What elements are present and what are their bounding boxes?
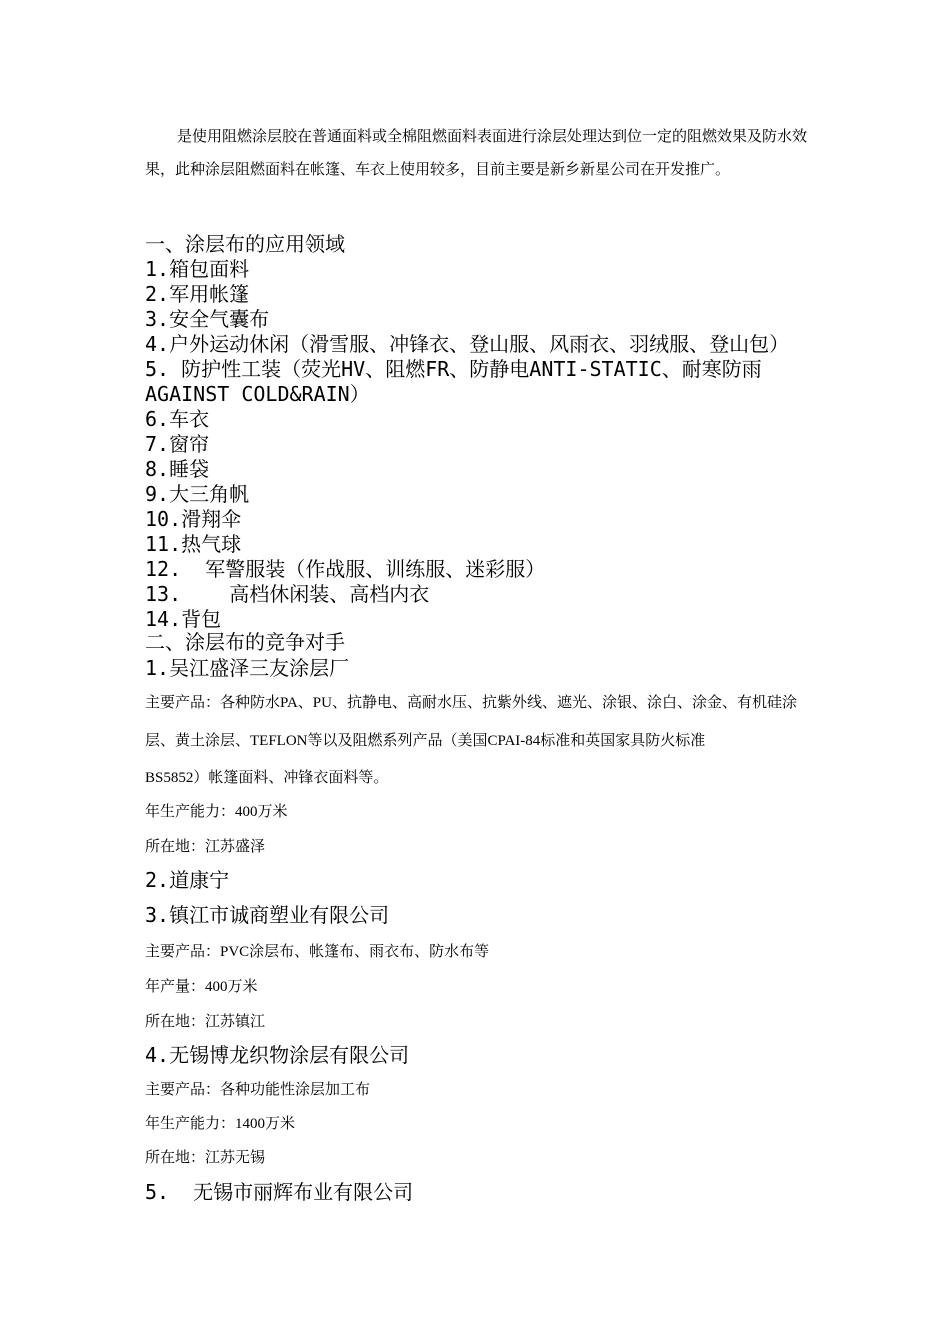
company-title: 2.道康宁 <box>145 868 230 892</box>
section-heading-applications: 一、涂层布的应用领域 <box>145 232 345 256</box>
list-item: 9.大三角帆 <box>145 482 250 506</box>
list-item: 12. 军警服装（作战服、训练服、迷彩服） <box>145 557 546 581</box>
list-item: 7.窗帘 <box>145 432 210 456</box>
company-products: BS5852）帐篷面料、冲锋衣面料等。 <box>145 770 389 786</box>
list-item: 2.军用帐篷 <box>145 282 250 306</box>
company-capacity: 年生产能力：400万米 <box>145 804 288 820</box>
list-item: 13. 高档休闲装、高档内衣 <box>145 582 430 606</box>
list-item: 3.安全气囊布 <box>145 307 270 331</box>
company-products: 层、黄土涂层、TEFLON等以及阻燃系列产品（美国CPAI-84标准和英国家具防火标准 <box>145 733 706 749</box>
company-location: 所在地：江苏镇江 <box>145 1014 266 1030</box>
company-title: 4.无锡博龙织物涂层有限公司 <box>145 1043 410 1067</box>
list-item: 11.热气球 <box>145 532 242 556</box>
list-item: 14.背包 <box>145 607 222 631</box>
list-item: 10.滑翔伞 <box>145 507 242 531</box>
company-products: 主要产品：各种防水PA、PU、抗静电、高耐水压、抗紫外线、遮光、涂银、涂白、涂金、有机硅涂 <box>145 695 797 711</box>
company-products: 主要产品：PVC涂层布、帐篷布、雨衣布、防水布等 <box>145 944 490 960</box>
list-item: 8.睡袋 <box>145 457 210 481</box>
list-item-continuation: AGAINST COLD&RAIN） <box>145 382 370 406</box>
list-item: 6.车衣 <box>145 407 210 431</box>
company-title: 5. 无锡市丽辉布业有限公司 <box>145 1180 414 1204</box>
company-title: 1.吴江盛泽三友涂层厂 <box>145 656 350 680</box>
company-capacity: 年生产能力：1400万米 <box>145 1116 296 1132</box>
list-item: 1.箱包面料 <box>145 257 250 281</box>
company-location: 所在地：江苏盛泽 <box>145 839 266 855</box>
company-capacity: 年产量：400万米 <box>145 979 258 995</box>
section-heading-competitors: 二、涂层布的竞争对手 <box>145 630 345 654</box>
intro-paragraph: 是使用阻燃涂层胶在普通面料或全棉阻燃面料表面进行涂层处理达到位一定的阻燃效果及防水效果，此种涂层阻燃面料在帐篷、车衣上使用较多，目前主要是新乡新星公司在开发推广。 <box>145 129 808 178</box>
list-item: 4.户外运动休闲（滑雪服、冲锋衣、登山服、风雨衣、羽绒服、登山包） <box>145 332 790 356</box>
company-products: 主要产品：各种功能性涂层加工布 <box>145 1082 371 1098</box>
list-item: 5. 防护性工装（荧光HV、阻燃FR、防静电ANTI-STATIC、耐寒防雨 <box>145 357 762 381</box>
company-title: 3.镇江市诚商塑业有限公司 <box>145 903 390 927</box>
company-location: 所在地：江苏无锡 <box>145 1150 266 1166</box>
